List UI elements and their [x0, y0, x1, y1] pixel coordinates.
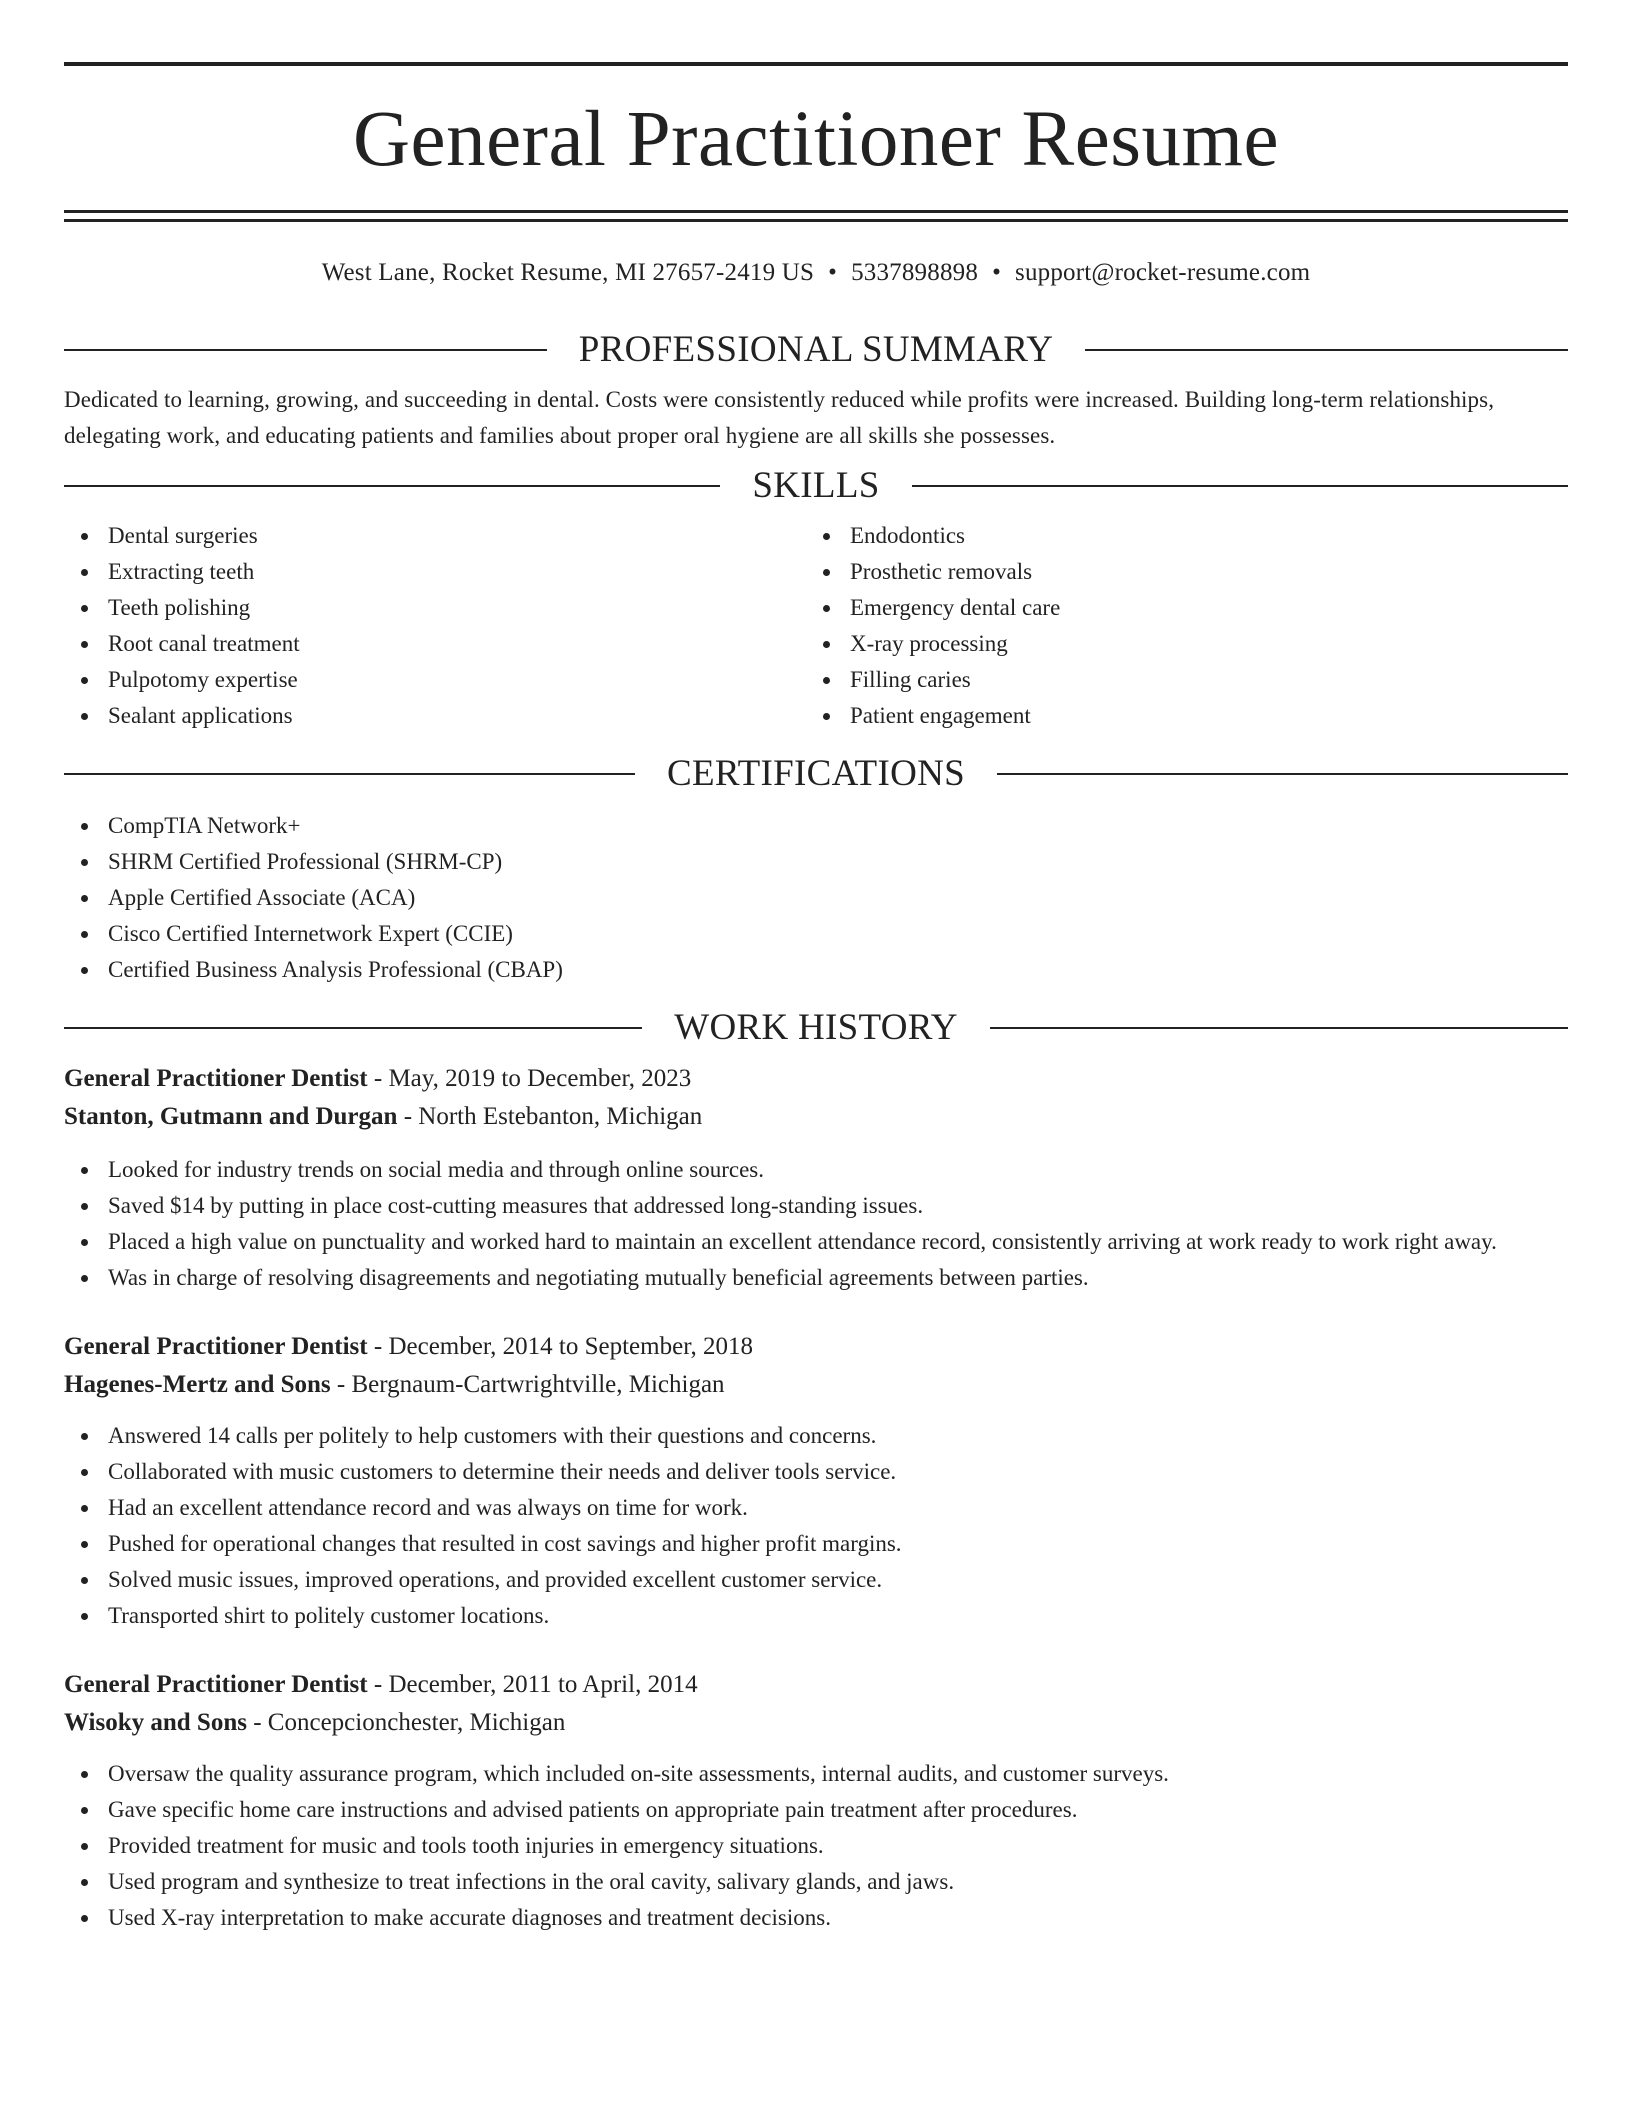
- divider-line: [1085, 349, 1568, 351]
- job-duties-list: [64, 1418, 1568, 1634]
- job-company-line: [64, 1366, 1568, 1404]
- job-dates: - December, 2014 to September, 2018: [367, 1333, 754, 1360]
- divider-line: [990, 1027, 1568, 1029]
- divider-line: [64, 485, 720, 487]
- section-title: SKILLS: [752, 465, 880, 506]
- job-duty: Placed a high value on punctuality and worked hard to maintain an excellent attendance record, consistently arriving at work ready to work right away.: [64, 1224, 1568, 1260]
- section-title: PROFESSIONAL SUMMARY: [578, 329, 1054, 370]
- skills-grid: [64, 518, 1568, 734]
- section-header-work-history: [64, 1006, 1568, 1050]
- resume-content: [64, 62, 1568, 1936]
- contact-separator: •: [992, 259, 1002, 286]
- section-header-summary: [64, 328, 1568, 372]
- job-location: - Bergnaum-Cartwrightville, Michigan: [330, 1371, 725, 1398]
- job-duties-list: [64, 1756, 1568, 1936]
- divider-line: [64, 349, 547, 351]
- job-duty: Oversaw the quality assurance program, which included on-site assessments, internal audits, and customer surveys.: [64, 1756, 1568, 1792]
- section-header-certifications: [64, 752, 1568, 796]
- divider-line: [64, 773, 635, 775]
- skill-item: Dental surgeries: [64, 518, 806, 554]
- job-duty: Was in charge of resolving disagreements and negotiating mutually beneficial agreements between parties.: [64, 1260, 1568, 1296]
- skill-item: Emergency dental care: [806, 590, 1548, 626]
- skill-item: Patient engagement: [806, 698, 1548, 734]
- skill-item: Endodontics: [806, 518, 1548, 554]
- job-location: - North Estebanton, Michigan: [397, 1103, 703, 1130]
- skill-item: Root canal treatment: [64, 626, 806, 662]
- job-duty: Gave specific home care instructions and advised patients on appropriate pain treatment after procedures.: [64, 1792, 1568, 1828]
- divider-line: [912, 485, 1568, 487]
- job-company: Wisoky and Sons: [64, 1709, 247, 1736]
- title-double-rule: [64, 210, 1568, 222]
- certification-item: Cisco Certified Internetwork Expert (CCIE): [64, 916, 1568, 952]
- certification-item: Certified Business Analysis Professional (CBAP): [64, 952, 1568, 988]
- skills-list-left: [64, 518, 806, 734]
- job-dates: - December, 2011 to April, 2014: [367, 1671, 698, 1698]
- job-duty: Had an excellent attendance record and was always on time for work.: [64, 1490, 1568, 1526]
- job-company: Stanton, Gutmann and Durgan: [64, 1103, 398, 1130]
- skill-item: Teeth polishing: [64, 590, 806, 626]
- job-duties-list: [64, 1152, 1568, 1296]
- section-title: CERTIFICATIONS: [667, 753, 965, 794]
- skill-item: X-ray processing: [806, 626, 1548, 662]
- job-duty: Transported shirt to politely customer locations.: [64, 1598, 1568, 1634]
- contact-separator: •: [828, 259, 838, 286]
- skill-item: Pulpotomy expertise: [64, 662, 806, 698]
- skill-item: Sealant applications: [64, 698, 806, 734]
- job-title: General Practitioner Dentist: [64, 1065, 368, 1092]
- certification-item: Apple Certified Associate (ACA): [64, 880, 1568, 916]
- job-title: General Practitioner Dentist: [64, 1333, 368, 1360]
- section-title: WORK HISTORY: [674, 1007, 958, 1048]
- divider-line: [997, 773, 1568, 775]
- job-title: General Practitioner Dentist: [64, 1671, 368, 1698]
- job-duty: Collaborated with music customers to determine their needs and deliver tools service.: [64, 1454, 1568, 1490]
- contact-address: West Lane, Rocket Resume, MI 27657-2419 US: [321, 259, 815, 286]
- job-title-line: [64, 1666, 1568, 1704]
- job-title-line: [64, 1060, 1568, 1098]
- summary-text: Dedicated to learning, growing, and succeeding in dental. Costs were consistently reduced while profits were increased. Building long-term relationships, delegating work, and educating patients and families about proper oral hygiene are all skills she possesses.: [64, 387, 1495, 448]
- top-rule: [64, 62, 1568, 66]
- job-duty: Used program and synthesize to treat infections in the oral cavity, salivary glands, and jaws.: [64, 1864, 1568, 1900]
- skill-item: Extracting teeth: [64, 554, 806, 590]
- job-duty: Pushed for operational changes that resulted in cost savings and higher profit margins.: [64, 1526, 1568, 1562]
- job-entry: [64, 1060, 1568, 1296]
- job-duty: Provided treatment for music and tools tooth injuries in emergency situations.: [64, 1828, 1568, 1864]
- job-duty: Looked for industry trends on social media and through online sources.: [64, 1152, 1568, 1188]
- job-title-line: [64, 1328, 1568, 1366]
- job-duty: Used X-ray interpretation to make accurate diagnoses and treatment decisions.: [64, 1900, 1568, 1936]
- section-header-skills: [64, 464, 1568, 508]
- skill-item: Prosthetic removals: [806, 554, 1548, 590]
- job-entry: [64, 1666, 1568, 1936]
- job-company: Hagenes-Mertz and Sons: [64, 1371, 331, 1398]
- job-dates: - May, 2019 to December, 2023: [367, 1065, 692, 1092]
- page-title: General Practitioner Resume: [352, 96, 1280, 183]
- job-entry: [64, 1328, 1568, 1634]
- contact-line: [64, 258, 1568, 288]
- job-duty: Answered 14 calls per politely to help customers with their questions and concerns.: [64, 1418, 1568, 1454]
- job-location: - Concepcionchester, Michigan: [246, 1709, 566, 1736]
- job-company-line: [64, 1704, 1568, 1742]
- skills-list-right: [806, 518, 1548, 734]
- contact-phone: 5337898898: [851, 259, 979, 286]
- certification-item: SHRM Certified Professional (SHRM-CP): [64, 844, 1568, 880]
- job-company-line: [64, 1098, 1568, 1136]
- skill-item: Filling caries: [806, 662, 1548, 698]
- job-duty: Solved music issues, improved operations, and provided excellent customer service.: [64, 1562, 1568, 1598]
- job-duty: Saved $14 by putting in place cost-cutting measures that addressed long-standing issues.: [64, 1188, 1568, 1224]
- certifications-list: [64, 808, 1568, 988]
- divider-line: [64, 1027, 642, 1029]
- contact-email: support@rocket-resume.com: [1015, 259, 1311, 286]
- certification-item: CompTIA Network+: [64, 808, 1568, 844]
